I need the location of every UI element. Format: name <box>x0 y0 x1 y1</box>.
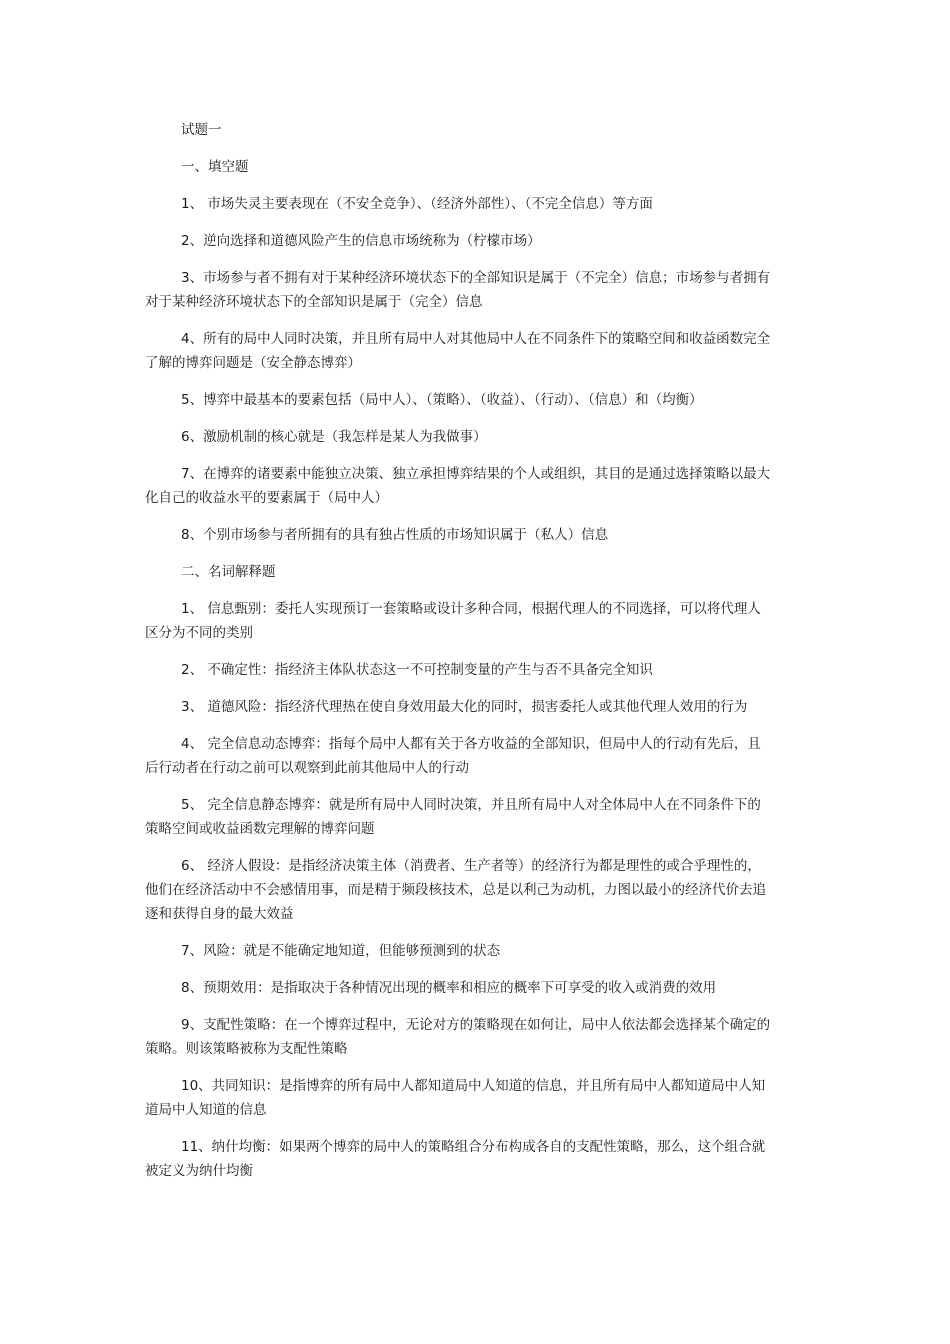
question-line-continued: 策略空间或收益函数完理解的博弈问题 <box>145 821 375 837</box>
question-line: 5、博弈中最基本的要素包括（局中人）、（策略）、（收益）、（行动）、（信息）和（均衡） <box>181 392 703 408</box>
definition-question-list <box>145 597 810 1183</box>
question-line-continued: 逐和获得自身的最大效益 <box>145 906 294 922</box>
fill-in-question <box>145 266 810 314</box>
question-line: 8、个别市场参与者所拥有的具有独占性质的市场知识属于（私人）信息 <box>181 527 609 543</box>
question-line: 5、 完全信息静态博弈：就是所有局中人同时决策，并且所有局中人对全体局中人在不同条件下的 <box>181 797 761 813</box>
section-heading-fill-in: 一、填空题 <box>181 159 249 175</box>
question-line-continued: 被定义为纳什均衡 <box>145 1163 253 1179</box>
definition-question <box>145 854 810 926</box>
question-line: 4、 完全信息动态博弈：指每个局中人都有关于各方收益的全部知识，但局中人的行动有先后，且 <box>181 736 761 752</box>
fill-in-question <box>145 192 810 216</box>
question-line: 1、 市场失灵主要表现在（不安全竞争）、（经济外部性）、（不完全信息）等方面 <box>181 196 653 212</box>
question-line-continued: 区分为不同的类别 <box>145 625 253 641</box>
document-body <box>145 118 810 1196</box>
question-line-continued: 他们在经济活动中不会感情用事，而是精于频段核技术，总是以利己为动机，力图以最小的经济代价去追 <box>145 882 766 898</box>
question-line-continued: 化自己的收益水平的要素属于（局中人） <box>145 490 388 506</box>
question-line: 2、 不确定性：指经济主体队状态这一不可控制变量的产生与否不具备完全知识 <box>181 662 653 678</box>
definition-question <box>145 732 810 780</box>
fill-in-question-list <box>145 192 810 547</box>
definition-question <box>145 976 810 1000</box>
question-line: 6、 经济人假设：是指经济决策主体（消费者、生产者等）的经济行为都是理性的或合乎理性的， <box>181 858 761 874</box>
definition-question <box>145 793 810 841</box>
question-line-continued: 道局中人知道的信息 <box>145 1102 267 1118</box>
question-line: 7、风险：就是不能确定地知道，但能够预测到的状态 <box>181 943 501 959</box>
question-line: 9、支配性策略：在一个博弈过程中，无论对方的策略现在如何让，局中人依法都会选择某个确定的 <box>181 1017 771 1033</box>
definition-question <box>145 1013 810 1061</box>
definition-question <box>145 1135 810 1183</box>
question-line-continued: 后行动者在行动之前可以观察到此前其他局中人的行动 <box>145 760 469 776</box>
question-line: 3、市场参与者不拥有对于某种经济环境状态下的全部知识是属于（不完全）信息；市场参与者拥有 <box>181 270 771 286</box>
question-line: 10、共同知识：是指博弈的所有局中人都知道局中人知道的信息，并且所有局中人都知道局中人知 <box>181 1078 766 1094</box>
fill-in-question <box>145 523 810 547</box>
question-line-continued: 策略。则该策略被称为支配性策略 <box>145 1041 348 1057</box>
definition-question <box>145 695 810 719</box>
fill-in-question <box>145 425 810 449</box>
question-line: 3、 道德风险：指经济代理热在使自身效用最大化的同时，损害委托人或其他代理人效用的行为 <box>181 699 748 715</box>
fill-in-question <box>145 388 810 412</box>
document-title: 试题一 <box>181 122 222 138</box>
question-line-continued: 了解的博弈问题是（安全静态博弈） <box>145 355 361 371</box>
definition-question <box>145 658 810 682</box>
question-line: 11、纳什均衡：如果两个博弈的局中人的策略组合分布构成各自的支配性策略，那么，这个组合就 <box>181 1139 766 1155</box>
definition-question <box>145 939 810 963</box>
fill-in-question <box>145 229 810 253</box>
definition-question <box>145 597 810 645</box>
question-line: 7、在博弈的诸要素中能独立决策、独立承担博弈结果的个人或组织，其目的是通过选择策略以最大 <box>181 466 771 482</box>
question-line: 2、逆向选择和道德风险产生的信息市场统称为（柠檬市场） <box>181 233 541 249</box>
definition-question <box>145 1074 810 1122</box>
question-line: 6、激励机制的核心就是（我怎样是某人为我做事） <box>181 429 487 445</box>
question-line: 4、所有的局中人同时决策，并且所有局中人对其他局中人在不同条件下的策略空间和收益函数完全 <box>181 331 771 347</box>
section-heading-definitions: 二、名词解释题 <box>181 564 276 580</box>
fill-in-question <box>145 327 810 375</box>
fill-in-question <box>145 462 810 510</box>
question-line-continued: 对于某种经济环境状态下的全部知识是属于（完全）信息 <box>145 294 483 310</box>
question-line: 1、 信息甄别：委托人实现预订一套策略或设计多种合同，根据代理人的不同选择，可以将代理人 <box>181 601 761 617</box>
question-line: 8、预期效用：是指取决于各种情况出现的概率和相应的概率下可享受的收入或消费的效用 <box>181 980 717 996</box>
